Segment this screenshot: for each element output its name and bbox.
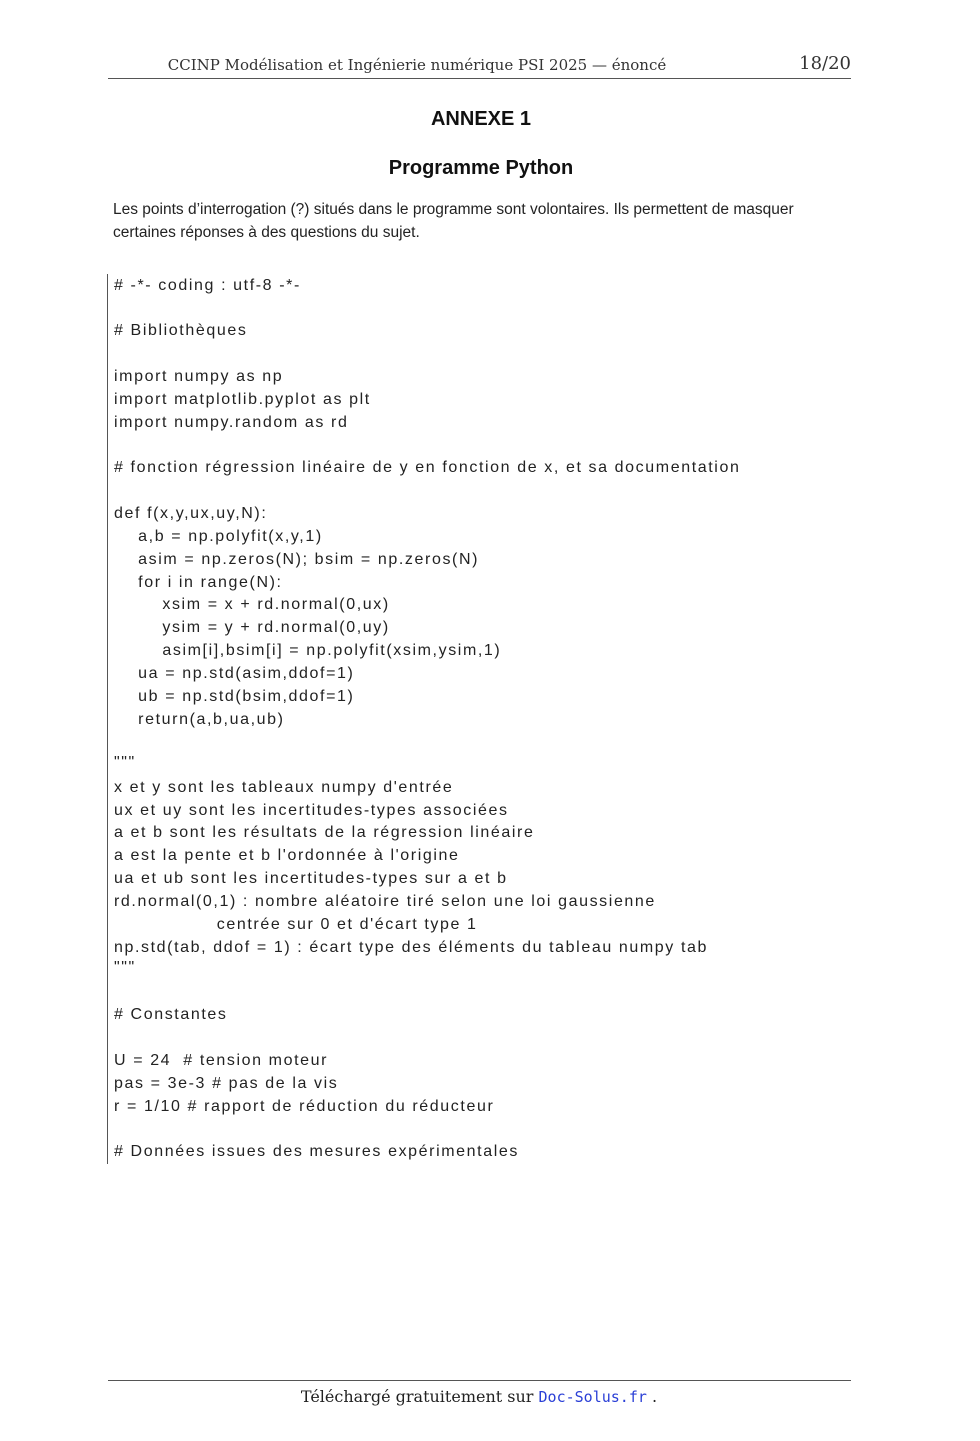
code-listing [107,274,868,1164]
code-line: a,b = np.polyfit(x,y,1) [114,528,323,545]
code-line: # -*- coding : utf-8 -*- [114,277,301,294]
page-number: 18/20 [799,53,851,74]
page-header [108,52,851,79]
header-title: CCINP Modélisation et Ingénierie numérique PSI 2025 — énoncé [167,56,667,74]
code-line: # Bibliothèques [114,322,248,339]
code-line: # fonction régression linéaire de y en fonction de x, et sa documentation [114,459,741,476]
code-line: for i in range(N): [114,574,283,591]
footer-suffix: . [646,1387,658,1406]
intro-paragraph: Les points d’interrogation (?) situés dans le programme sont volontaires. Ils permettent de masquer certaines réponses à des questions du sujet. [113,201,794,241]
code-line: return(a,b,ua,ub) [114,711,285,728]
code-line: a et b sont les résultats de la régression linéaire [114,824,535,841]
code-line: import matplotlib.pyplot as plt [114,391,371,408]
code-line: xsim = x + rd.normal(0,ux) [114,596,390,613]
code-line: U = 24 # tension moteur [114,1052,329,1069]
code-line: ub = np.std(bsim,ddof=1) [114,688,355,705]
code-line: ua et ub sont les incertitudes-types sur a et b [114,870,508,887]
code-line: ua = np.std(asim,ddof=1) [114,665,355,682]
code-line: ux et uy sont les incertitudes-types associées [114,802,509,819]
code-line: import numpy.random as rd [114,414,349,431]
code-line: a est la pente et b l'ordonnée à l'origine [114,847,460,864]
code-line: """ [114,754,136,771]
footer-divider [108,1380,851,1381]
code-line: """ [114,959,136,976]
page-footer [0,1387,958,1406]
code-line: import numpy as np [114,368,284,385]
code-line: asim = np.zeros(N); bsim = np.zeros(N) [114,551,480,568]
code-line: x et y sont les tableaux numpy d'entrée [114,779,454,796]
code-line: # Constantes [114,1006,228,1023]
code-line: asim[i],bsim[i] = np.polyfit(xsim,ysim,1) [114,642,502,659]
code-line: def f(x,y,ux,uy,N): [114,505,268,522]
code-line: np.std(tab, ddof = 1) : écart type des éléments du tableau numpy tab [114,939,708,956]
annex-title: ANNEXE 1 [430,108,532,130]
program-title: Programme Python [388,157,574,179]
doc-solus-link[interactable]: Doc-Solus.fr [538,1388,647,1406]
code-line: # Données issues des mesures expérimentales [114,1143,519,1160]
code-line: rd.normal(0,1) : nombre aléatoire tiré selon une loi gaussienne [114,893,656,910]
code-line: ysim = y + rd.normal(0,uy) [114,619,390,636]
code-line: pas = 3e-3 # pas de la vis [114,1075,339,1092]
code-line: centrée sur 0 et d'écart type 1 [114,916,478,933]
footer-text: Téléchargé gratuitement sur [300,1387,539,1406]
code-line: r = 1/10 # rapport de réduction du réducteur [114,1098,495,1115]
